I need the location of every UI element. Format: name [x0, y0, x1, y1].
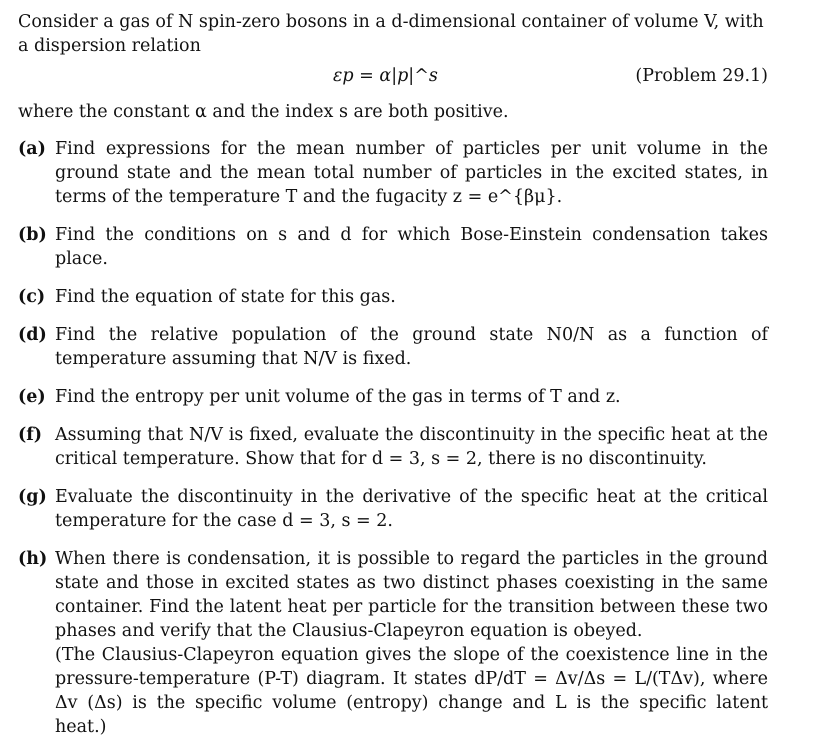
part-text: Find expressions for the mean number of particles per unit volume in the ground state and the mean total number of particles in the excited states, in terms of the temperature T and the fugacity z = e^{βμ}. — [55, 139, 768, 207]
problem-page — [18, 10, 768, 753]
equation-row — [18, 64, 768, 96]
part-label: (d) — [18, 325, 47, 345]
part-label: (c) — [18, 287, 46, 307]
part-text: Find the entropy per unit volume of the gas in terms of T and z. — [55, 387, 621, 407]
equation-label: (Problem 29.1) — [635, 66, 768, 86]
part-c — [18, 285, 768, 309]
part-e — [18, 385, 768, 409]
part-b — [18, 223, 768, 271]
part-text: Evaluate the discontinuity in the derivative of the specific heat at the critical temperature for the case d = 3, s = 2. — [55, 487, 768, 531]
part-label: (e) — [18, 387, 46, 407]
part-d — [18, 323, 768, 371]
part-f — [18, 423, 768, 471]
part-label: (f) — [18, 425, 43, 445]
part-text: Find the relative population of the ground state N0/N as a function of temperature assuming that N/V is fixed. — [55, 325, 768, 369]
part-label: (b) — [18, 225, 47, 245]
part-text-wrapper — [55, 547, 768, 739]
part-text: Assuming that N/V is fixed, evaluate the discontinuity in the specific heat at the critical temperature. Show that for d = 3, s = 2, there is no discontinuity. — [55, 425, 768, 469]
part-label: (g) — [18, 487, 47, 507]
part-g — [18, 485, 768, 533]
part-text: When there is condensation, it is possible to regard the particles in the ground state and those in excited states as two distinct phases coexisting in the same container. Find the latent heat per particle for the transition between these two phases and verify that the Clausius-Clapeyron equation is obeyed. — [55, 549, 768, 641]
intro-text: Consider a gas of N spin-zero bosons in a d-dimensional container of volume V, with a dispersion relation — [18, 12, 764, 56]
where-text: where the constant α and the index s are both positive. — [18, 102, 509, 122]
part-text: Find the conditions on s and d for which Bose-Einstein condensation takes place. — [55, 225, 768, 269]
part-label: (h) — [18, 549, 48, 569]
part-note: (The Clausius-Clapeyron equation gives the slope of the coexistence line in the pressure-temperature (P-T) diagram. It states dP/dT = Δv/Δs = L/(TΔv), where Δv (Δs) is the specific volume (entropy) change and L is the specific latent heat.) — [55, 645, 768, 737]
part-label: (a) — [18, 139, 46, 159]
part-a — [18, 137, 768, 209]
dispersion-equation: εp = α|p|^s — [333, 66, 438, 86]
part-h — [18, 547, 768, 739]
part-text: Find the equation of state for this gas. — [55, 287, 396, 307]
